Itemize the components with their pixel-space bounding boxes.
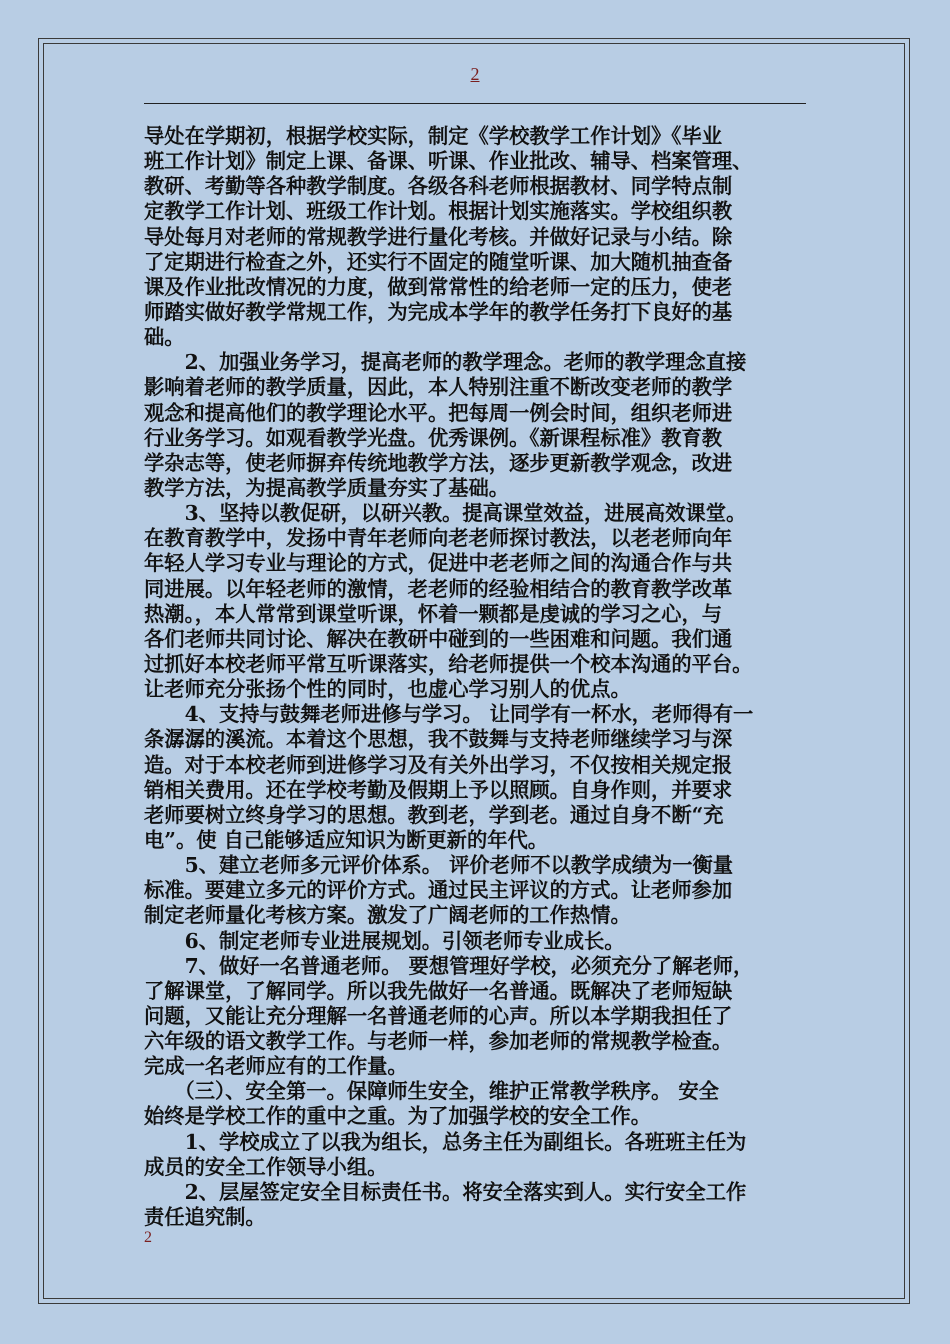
- text-line: 3、坚持以教促研，以研兴教。提高课堂效益，进展高效课堂。: [144, 501, 747, 526]
- text-line: 观念和提高他们的教学理论水平。把每周一例会时间，组织老师进: [144, 400, 733, 425]
- header-page-number: 2: [470, 64, 480, 84]
- text-line: 师踏实做好教学常规工作，为完成本学年的教学任务打下良好的基: [144, 299, 733, 324]
- text-line: 让老师充分张扬个性的同时，也虚心学习别人的优点。: [144, 677, 631, 702]
- text-line: 1、学校成立了以我为组长，总务主任为副组长。各班班主任为: [144, 1129, 747, 1154]
- text-line: 销相关费用。还在学校考勤及假期上予以照顾。自身作则，并要求: [144, 777, 733, 802]
- text-line: 了定期进行检查之外，还实行不固定的随堂听课、加大随机抽查备: [144, 249, 733, 274]
- text-line: 成员的安全工作领导小组。: [144, 1154, 388, 1179]
- text-line: 制定老师量化考核方案。激发了广阔老师的工作热情。: [144, 903, 631, 928]
- text-line: 问题，又能让充分理解一名普通老师的心声。所以本学期我担任了: [144, 1003, 733, 1028]
- text-line: 7、做好一名普通老师。 要想管理好学校，必须充分了解老师，: [144, 953, 754, 978]
- text-line: 电”。使 自己能够适应知识为断更新的年代。: [144, 827, 549, 852]
- body-text: [144, 124, 812, 1230]
- text-line: 老师要树立终身学习的思想。教到老，学到老。通过自身不断“充: [144, 802, 724, 827]
- text-line: 标准。要建立多元的评价方式。通过民主评议的方式。让老师参加: [144, 878, 733, 903]
- text-line: 教学方法，为提高教学质量夯实了基础。: [144, 475, 510, 500]
- text-line: 6、制定老师专业进展规划。引领老师专业成长。: [144, 928, 625, 953]
- text-line: 定教学工作计划、班级工作计划。根据计划实施落实。学校组织教: [144, 199, 733, 224]
- text-line: 导处每月对老师的常规教学进行量化考核。并做好记录与小结。除: [144, 224, 733, 249]
- text-line: 完成一名老师应有的工作量。: [144, 1054, 408, 1079]
- text-line: 热潮。，本人常常到课堂听课，怀着一颗都是虔诚的学习之心，与: [144, 601, 723, 626]
- text-line: 4、支持与鼓舞老师进修与学习。 让同学有一杯水，老师得有一: [144, 702, 754, 727]
- text-line: 行业务学习。如观看教学光盘。优秀课例。《新课程标准》教育教: [144, 425, 723, 450]
- text-line: 造。对于本校老师到进修学习及有关外出学习，不仅按相关规定报: [144, 752, 733, 777]
- text-line: 教研、考勤等各种教学制度。各级各科老师根据教材、同学特点制: [144, 174, 733, 199]
- text-line: 影响着老师的教学质量，因此，本人特别注重不断改变老师的教学: [144, 375, 733, 400]
- text-line: （三）、安全第一。保障师生安全，维护正常教学秩序。 安全: [144, 1079, 719, 1104]
- text-line: 5、建立老师多元评价体系。 评价老师不以教学成绩为一衡量: [144, 853, 734, 878]
- text-line: 2、加强业务学习，提高老师的教学理念。老师的教学理念直接: [144, 350, 747, 375]
- text-line: 了解课堂，了解同学。所以我先做好一名普通。既解决了老师短缺: [144, 978, 733, 1003]
- footer-page-number: 2: [144, 1229, 152, 1246]
- text-line: 课及作业批改情况的力度，做到常常性的给老师一定的压力，使老: [144, 274, 733, 299]
- text-line: 年轻人学习专业与理论的方式，促进中老老师之间的沟通合作与共: [144, 551, 733, 576]
- text-line: 各们老师共同讨论、解决在教研中碰到的一些困难和问题。我们通: [144, 626, 733, 651]
- text-line: 班工作计划》制定上课、备课、听课、作业批改、辅导、档案管理、: [144, 149, 753, 174]
- text-line: 始终是学校工作的重中之重。为了加强学校的安全工作。: [144, 1104, 652, 1129]
- header-rule: [144, 103, 806, 104]
- text-line: 学杂志等，使老师摒弃传统地教学方法，逐步更新教学观念，改进: [144, 450, 733, 475]
- text-line: 础。: [144, 325, 185, 350]
- text-line: 条潺潺的溪流。本着这个思想，我不鼓舞与支持老师继续学习与深: [144, 727, 733, 752]
- text-line: 同进展。以年轻老师的激情，老老师的经验相结合的教育教学改革: [144, 576, 733, 601]
- text-line: 在教育教学中，发扬中青年老师向老老师探讨教法，以老老师向年: [144, 526, 733, 551]
- text-line: 过抓好本校老师平常互听课落实，给老师提供一个校本沟通的平台。: [144, 651, 753, 676]
- text-line: 导处在学期初，根据学校实际，制定《学校教学工作计划》《毕业: [144, 124, 723, 148]
- text-line: 责任追究制。: [144, 1205, 266, 1230]
- text-line: 六年级的语文教学工作。与老师一样，参加老师的常规教学检查。: [144, 1029, 733, 1054]
- text-line: 2、层屋签定安全目标责任书。将安全落实到人。实行安全工作: [144, 1179, 747, 1204]
